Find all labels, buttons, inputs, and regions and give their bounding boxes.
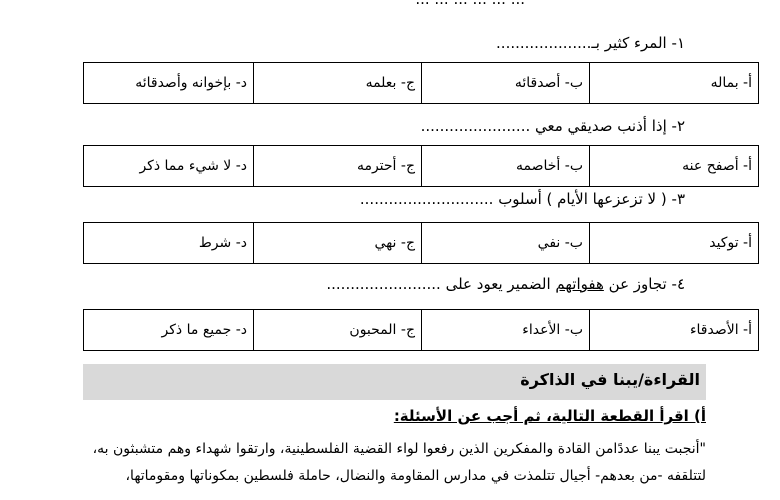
option-b: ب- نفي: [422, 223, 590, 264]
paragraph-line-2: لتتلقفه -من بعدهم- أجيال تتلمذت في مدارس المقاومة والنضال، حاملة فلسطين بمكوناتها ومقوماتها،: [125, 468, 706, 484]
option-a: أ- توكيد: [590, 223, 759, 264]
question-2-text: إذا أذنب صديقي معي: [535, 117, 667, 135]
question-2-blank: .......................: [420, 117, 531, 135]
option-a: أ- أصفح عنه: [590, 146, 759, 187]
option-c: ج- المحبون: [254, 310, 422, 351]
cut-off-line: [415, 0, 525, 8]
paragraph-line-1: "أنجبت يبنا عددًامن القادة والمفكرين الذين رفعوا لواء القضية الفلسطينية، وارتقوا شهداء وهم متشبثون به،: [92, 441, 706, 457]
question-4-underlined-word: هفواتهم: [555, 275, 604, 293]
reading-instruction: أ) اقرأ القطعة التالية، ثم أجب عن الأسئلة:: [393, 407, 706, 425]
question-1-number: ١-: [671, 34, 685, 52]
question-4-options: [83, 309, 759, 351]
option-c: ج- أحترمه: [254, 146, 422, 187]
question-4-text-before: تجاوز عن: [608, 275, 667, 293]
question-2: [421, 117, 685, 135]
question-3-number: ٣-: [671, 190, 685, 208]
option-d: د- شرط: [84, 223, 254, 264]
option-c: ج- نهي: [254, 223, 422, 264]
question-4-number: ٤-: [671, 275, 685, 293]
option-a: أ- بماله: [590, 63, 759, 104]
question-4-text-after: الضمير يعود على: [445, 275, 551, 293]
question-3: [360, 190, 685, 208]
option-b: ب- أخاصمه: [422, 146, 590, 187]
option-d: د- بإخوانه وأصدقائه: [84, 63, 254, 104]
option-c: ج- بعلمه: [254, 63, 422, 104]
question-1: [496, 34, 685, 52]
question-2-options: [83, 145, 759, 187]
question-4: [326, 275, 685, 293]
option-d: د- لا شيء مما ذكر: [84, 146, 254, 187]
section-title: القراءة/يبنا في الذاكرة: [520, 370, 700, 389]
question-4-blank: ........................: [326, 275, 441, 293]
question-1-blank: ....................: [496, 34, 592, 52]
question-1-text: المرء كثير بـ: [591, 34, 667, 52]
question-3-options: [83, 222, 759, 264]
option-d: د- جميع ما ذكر: [84, 310, 254, 351]
question-2-number: ٢-: [671, 117, 685, 135]
option-b: ب- أصدقائه: [422, 63, 590, 104]
option-a: أ- الأصدقاء: [590, 310, 759, 351]
option-b: ب- الأعداء: [422, 310, 590, 351]
question-3-text: ( لا تزعزعها الأيام ) أسلوب: [498, 190, 667, 208]
question-3-blank: ............................: [359, 190, 494, 208]
reading-section-header: [83, 364, 706, 400]
question-1-options: [83, 62, 759, 104]
